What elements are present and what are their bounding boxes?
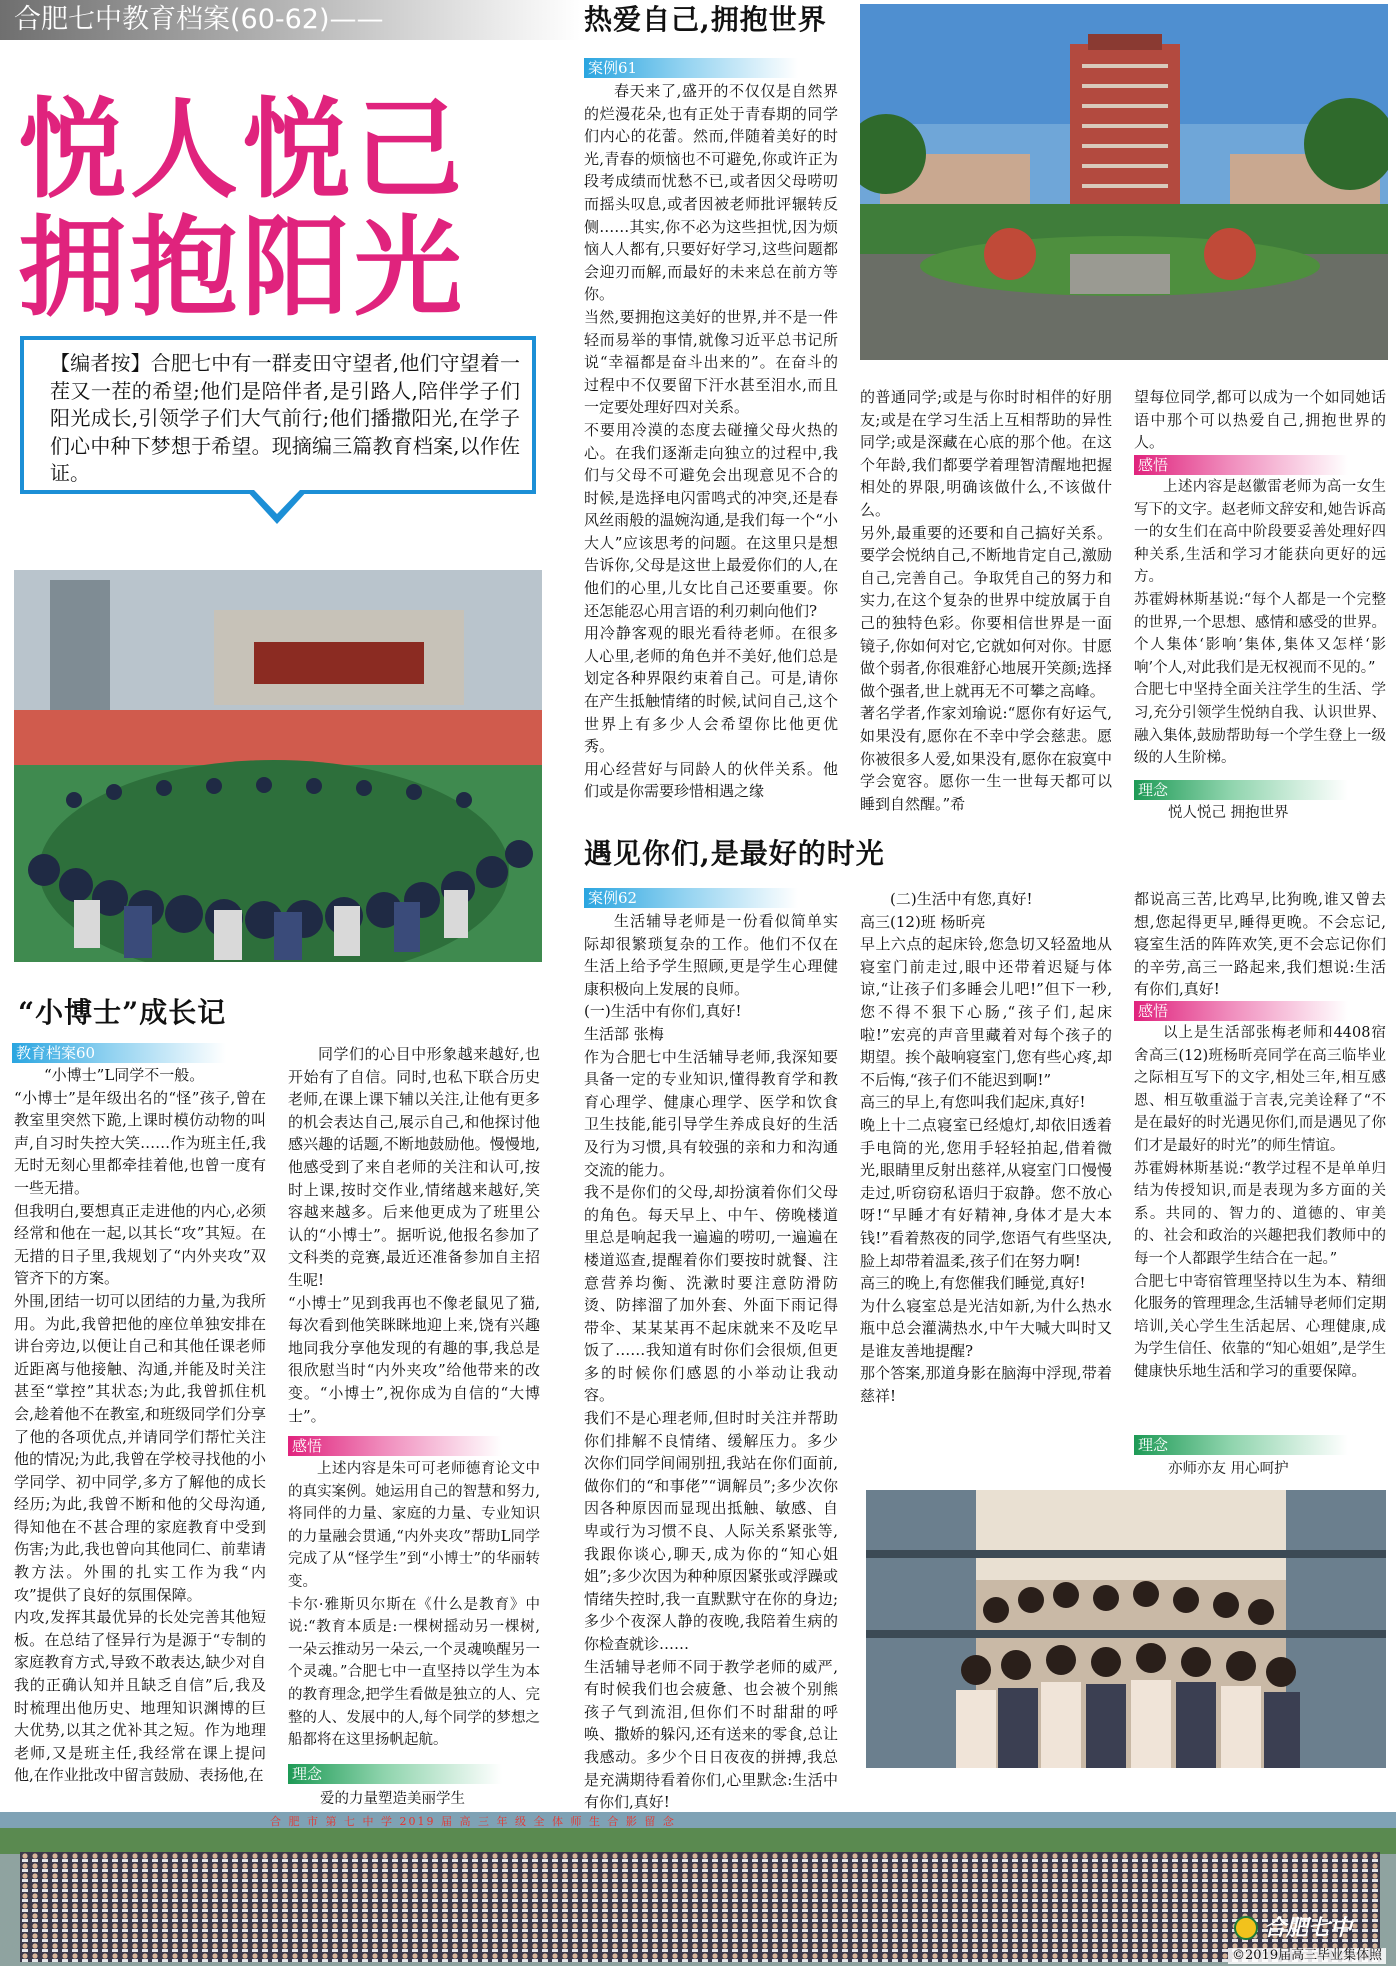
graduation-photo-strip: [0, 1812, 1396, 1966]
story60-idea-tag: 理念: [288, 1764, 502, 1784]
story61-col3: 望每位同学,都可以成为一个如同她话语中那个可以热爱自己,拥抱世界的人。: [1134, 388, 1386, 452]
story62-col1: 生活辅导老师是一份看似简单实际却很繁琐复杂的工作。他们不仅在生活上给予学生照顾,更是学生心理健康积极向上发展的良师。 (一)生活中有你们,真好! 生活部 张梅 作为合肥七中生活辅导老师,我深知要具备一定的专业知识,懂得教育学和教育心理学、健康心理学、医学和饮食卫生技能,能引导学生养成良好的生活及行为习惯,具有较强的亲和力和沟通交流的能力。 我不是你们的父母,却扮演着你们父母的角色。每天早上、中午、傍晚楼道里总是响起我一遍遍的唠叨,一遍遍在楼道巡查,提醒着你们要按时就餐、注意营养均衡、洗漱时要注意防滑防烫、防摔溜了加外套、外面下雨记得带伞、某某某再不起床就来不及吃早饭了……我知道有时你们会很烦,但更多的时候你们感恩的小举动让我动容。 我们不是心理老师,但时时关注并帮助你们排解不良情绪、缓解压力。多少次你们同学间闹别扭,我站在你们面前,做你们的“和事佬”“调解员”;多少次你因各种原因而显现出抵触、敏感、自卑或行为习惯不良、人际关系紧张等,我跟你谈心,聊天,成为你的“知心姐姐”;多少次因为种种原因紧张或浮躁或情绪失控时,我一直默默守在你的身边;多少个夜深人静的夜晚,我陪着生病的你检查就诊…… 生活辅导老师不同于教学老师的威严,有时候我们也会疲惫、也会被个别熊孩子气到流泪,但你们不时甜甜的呼唤、撒娇的躲闪,还有送来的零食,总让我感动。多少个日日夜夜的拼搏,我总是充满期待看着你们,心里默念:生活中有你们,真好!: [584, 912, 838, 1812]
story61-idea-tag: 理念: [1134, 780, 1348, 800]
story60-idea: 爱的力量塑造美丽学生: [320, 1791, 465, 1807]
story60-insight-tag: 感悟: [288, 1436, 502, 1456]
story61-insight: 上述内容是赵徽雷老师为高一女生写下的文字。赵老师文辞安和,她告诉高一的女生们在高中阶段要妥善处理好四种关系,生活和学习才能获向更好的远方。 苏霍姆林斯基说:“每个人都是一个完整的世界,一个思想、感情和感受的世界。个人集体‘影响’集体,集体又怎样‘影响’个人,对此我们是无权视而不见的。” 合肥七中坚持全面关注学生的生活、学习,充分引领学生悦纳自我、认识世界、融入集体,鼓励帮助每一个学生登上一级级的人生阶梯。: [1134, 479, 1386, 767]
editor-note-text: 【编者按】合肥七中有一群麦田守望者,他们守望着一茬又一茬的希望;他们是陪伴者,是引路人,陪伴学子们阳光成长,引领学子们大气前行;他们播撒阳光,在学子们心中种下梦想于希望。现摘编三篇教育档案,以作佐证。: [50, 351, 520, 485]
stadium-circle-photo: [14, 570, 542, 962]
story61-idea: 悦人悦己 拥抱世界: [1168, 805, 1289, 821]
dorm-group-photo: [866, 1490, 1386, 1768]
campus-building-photo: [860, 4, 1388, 360]
series-title-bar: [0, 0, 580, 40]
story61-tag: 案例61: [584, 58, 798, 78]
story60-col1: “小博士”L同学不一般。 “小博士”是年级出名的“怪”孩子,曾在教室里突然下跪,上课时模仿动物的叫声,自习时失控大笑……作为班主任,我无时无刻心里都牵挂着他,也曾一度有一些无措。 但我明白,要想真正走进他的内心,必须经常和他在一起,以其长“攻”其短。在无措的日子里,我规划了“内外夹攻”双管齐下的方案。 外围,团结一切可以团结的力量,为我所用。为此,我曾把他的座位单独安排在讲台旁边,以便让自己和其他任课老师近距离与他接触、沟通,并能及时关注甚至“掌控”其状态;为此,我曾抓住机会,趁着他不在教室,和班级同学们分享了他的各项优点,并请同学们帮忙关注他的情况;为此,我曾在学校寻找他的小学同学、初中同学,多方了解他的成长经历;为此,我曾不断和他的父母沟通,得知他在不甚合理的家庭教育中受到伤害;为此,我也曾向其他同仁、前辈请教方法。外围的扎实工作为我“内攻”提供了良好的氛围保障。 内攻,发挥其最优异的长处完善其他短板。在总结了怪异行为是源于“专制的家庭教育方式,导致不敢表达,缺少对自我的正确认知并且缺乏自信”后,我及时梳理出他历史、地理知识渊博的巨大优势,以其之优补其之短。作为地理老师,又是班主任,我经常在课上提问他,在作业批改中留言鼓励、表扬他,在: [14, 1066, 266, 1785]
story61-insight-tag: 感悟: [1134, 455, 1348, 475]
story61-title: 热爱自己,拥抱世界: [584, 3, 827, 36]
story62-col3: 都说高三苦,比鸡早,比狗晚,谁又曾去想,您起得更早,睡得更晚。不会忘记,寝室生活的阵阵欢笑,更不会忘记你们的辛劳,高三一路起来,我们想说:生活有你们,真好!: [1134, 890, 1386, 998]
logo-emblem-icon: [1234, 1916, 1258, 1940]
graduation-banner: 合 肥 市 第 七 中 学 2019 届 高 三 年 级 全 体 师 生 合 影 留 念: [270, 1815, 676, 1828]
editor-note-pointer: [246, 490, 308, 526]
story62-insight: 以上是生活部张梅老师和4408宿舍高三(12)班杨昕亮同学在高三临毕业之际相互写下的文字,相处三年,相互感恩、相互敬重溢于言表,完美诠释了“不是在最好的时光遇见你们,而是遇见了你们才是最好的时光”的师生情谊。 苏霍姆林斯基说:“教学过程不是单单归结为传授知识,而是表现为多方面的关系。共同的、智力的、道德的、审美的、社会和政治的兴趣把我们教师中的每一个人都跟学生结合在一起。” 合肥七中寄宿管理坚持以生为本、精细化服务的管理理念,生活辅导老师们定期培训,关心学生生活起居、心理健康,成为学生信任、依靠的“知心姐姐”,是学生健康快乐地生活和学习的重要保障。: [1134, 1025, 1386, 1380]
story60-title: “小博士”成长记: [18, 996, 227, 1029]
story60-insight: 上述内容是朱可可老师德育论文中的真实案例。她运用自己的智慧和努力,将同伴的力量、家庭的力量、专业知识的力量融会贯通,“内外夹攻”帮助L同学完成了从“怪学生”到“小博士”的华丽转变。 卡尔·雅斯贝尔斯在《什么是教育》中说:“教育本质是:一棵树摇动另一棵树,一朵云推动另一朵云,一个灵魂唤醒另一个灵魂。”合肥七中一直坚持以学生为本的教育理念,把学生看做是独立的人、完整的人、发展中的人,每个同学的梦想之船都将在这里扬帆起航。: [288, 1461, 540, 1749]
story62-idea: 亦师亦友 用心呵护: [1168, 1461, 1289, 1477]
story60-col2: 同学们的心目中形象越来越好,也开始有了自信。同时,也私下联合历史老师,在课上课下辅以关注,让他有更多的机会表达自己,展示自己,和他探讨他感兴趣的话题,不断地鼓励他。慢慢地,他感受到了来自老师的关注和认可,按时上课,按时交作业,情绪越来越好,笑容越来越多。后来他更成为了班里公认的“小博士”。据听说,他报名参加了文科类的竞赛,最近还准备参加自主招生呢! “小博士”见到我再也不像老鼠见了猫,每次看到他笑眯眯地迎上来,饶有兴趣地同我分享他发现的有趣的事,我总是很欣慰当时“内外夹攻”给他带来的改变。“小博士”,祝你成为自信的“大博士”。: [288, 1045, 540, 1425]
headline-line2: 拥抱阳光: [18, 205, 467, 331]
series-title: 合肥七中教育档案(60-62)——: [14, 4, 384, 35]
story62-title: 遇见你们,是最好的时光: [584, 837, 885, 870]
story62-tag: 案例62: [584, 888, 798, 908]
story61-col1: 春天来了,盛开的不仅仅是自然界的烂漫花朵,也有正处于青春期的同学们内心的花蕾。然而,伴随着美好的时光,青春的烦恼也不可避免,你或许正为段考成绩而忧愁不已,或者因父母唠叨而摇头叹息,或者因被老师批评辗转反侧……其实,你不必为这些担忧,因为烦恼人人都有,只要好好学习,这些问题都会迎刃而解,而最好的未来总在前方等你。 当然,要拥抱这美好的世界,并不是一件轻而易举的事情,就像习近平总书记所说“幸福都是奋斗出来的”。在奋斗的过程中不仅要留下汗水甚至泪水,而且一定要处理好四对关系。 不要用冷漠的态度去碰撞父母火热的心。在我们逐渐走向独立的过程中,我们与父母不可避免会出现意见不合的时候,是选择电闪雷鸣式的冲突,还是春风丝雨般的温婉沟通,是我们每一个“小大人”应该思考的问题。在这里只是想告诉你,父母是这世上最爱你们的人,在他们的心里,儿女比自己还要重要。你还怎能忍心用言语的利刃刺向他们? 用冷静客观的眼光看待老师。在很多人心里,老师的角色并不美好,他们总是划定各种界限约束着自己。可是,请你在产生抵触情绪的时候,试问自己,这个世界上有多少人会希望你比他更优秀。 用心经营好与同龄人的伙伴关系。他们或是你需要珍惜相遇之缘: [584, 82, 838, 801]
logo-text: 合肥七中: [1264, 1915, 1353, 1941]
story60-tag: 教育档案60: [12, 1043, 226, 1063]
story62-idea-tag: 理念: [1134, 1435, 1348, 1455]
school-logo: [1234, 1914, 1384, 1944]
story61-col2: 的普通同学;或是与你时时相伴的好朋友;或是在学习生活上互相帮助的异性同学;或是深藏在心底的那个他。在这个年龄,我们都要学着理智清醒地把握相处的界限,明确该做什么,不该做什么。 另外,最重要的还要和自己搞好关系。要学会悦纳自己,不断地肯定自己,激励自己,完善自己。争取凭自己的努力和实力,在这个复杂的世界中绽放属于自己的独特色彩。你要相信世界是一面镜子,你如何对它,它就如何对你。甘愿做个弱者,你很难舒心地展开笑颜;选择做个强者,世上就再无不可攀之高峰。 著名学者,作家刘瑜说:“愿你有好运气,如果没有,愿你在不幸中学会慈悲。愿你被很多人爱,如果没有,愿你在寂寞中学会宽容。愿你一生一世每天都可以睡到自然醒。”希: [860, 388, 1112, 813]
editor-note-box: [20, 336, 536, 494]
story62-insight-tag: 感悟: [1134, 1001, 1348, 1021]
graduation-photo-texture: [0, 1812, 1396, 1966]
headline-line1: 悦人悦己: [18, 87, 467, 213]
photo-caption: ©2019届高三毕业集体照: [1228, 1948, 1386, 1964]
story62-col2: (二)生活中有您,真好! 高三(12)班 杨昕亮 早上六点的起床铃,您急切又轻盈地从寝室门前走过,眼中还带着迟疑与体谅,“让孩子们多睡会儿吧!”但下一秒,您不得不狠下心肠,“孩子们,起床啦!”宏亮的声音里藏着对每个孩子的期望。挨个敲响寝室门,您有些心疼,却不后悔,“孩子们不能迟到啊!” 高三的早上,有您叫我们起床,真好! 晚上十二点寝室已经熄灯,却依旧透着手电筒的光,您用手轻轻拍起,借着微光,眼睛里反射出慈祥,从寝室门口慢慢走过,听窃窃私语归于寂静。您不放心呀!“早睡才有好精神,身体才是大本钱!”看着熬夜的同学,您语气有些坚决,脸上却带着温柔,孩子们在努力啊! 高三的晚上,有您催我们睡觉,真好! 为什么寝室总是光洁如新,为什么热水瓶中总会灌满热水,中午大喊大叫时又是谁友善地提醒? 那个答案,那道身影在脑海中浮现,带着慈祥!: [860, 890, 1112, 1406]
